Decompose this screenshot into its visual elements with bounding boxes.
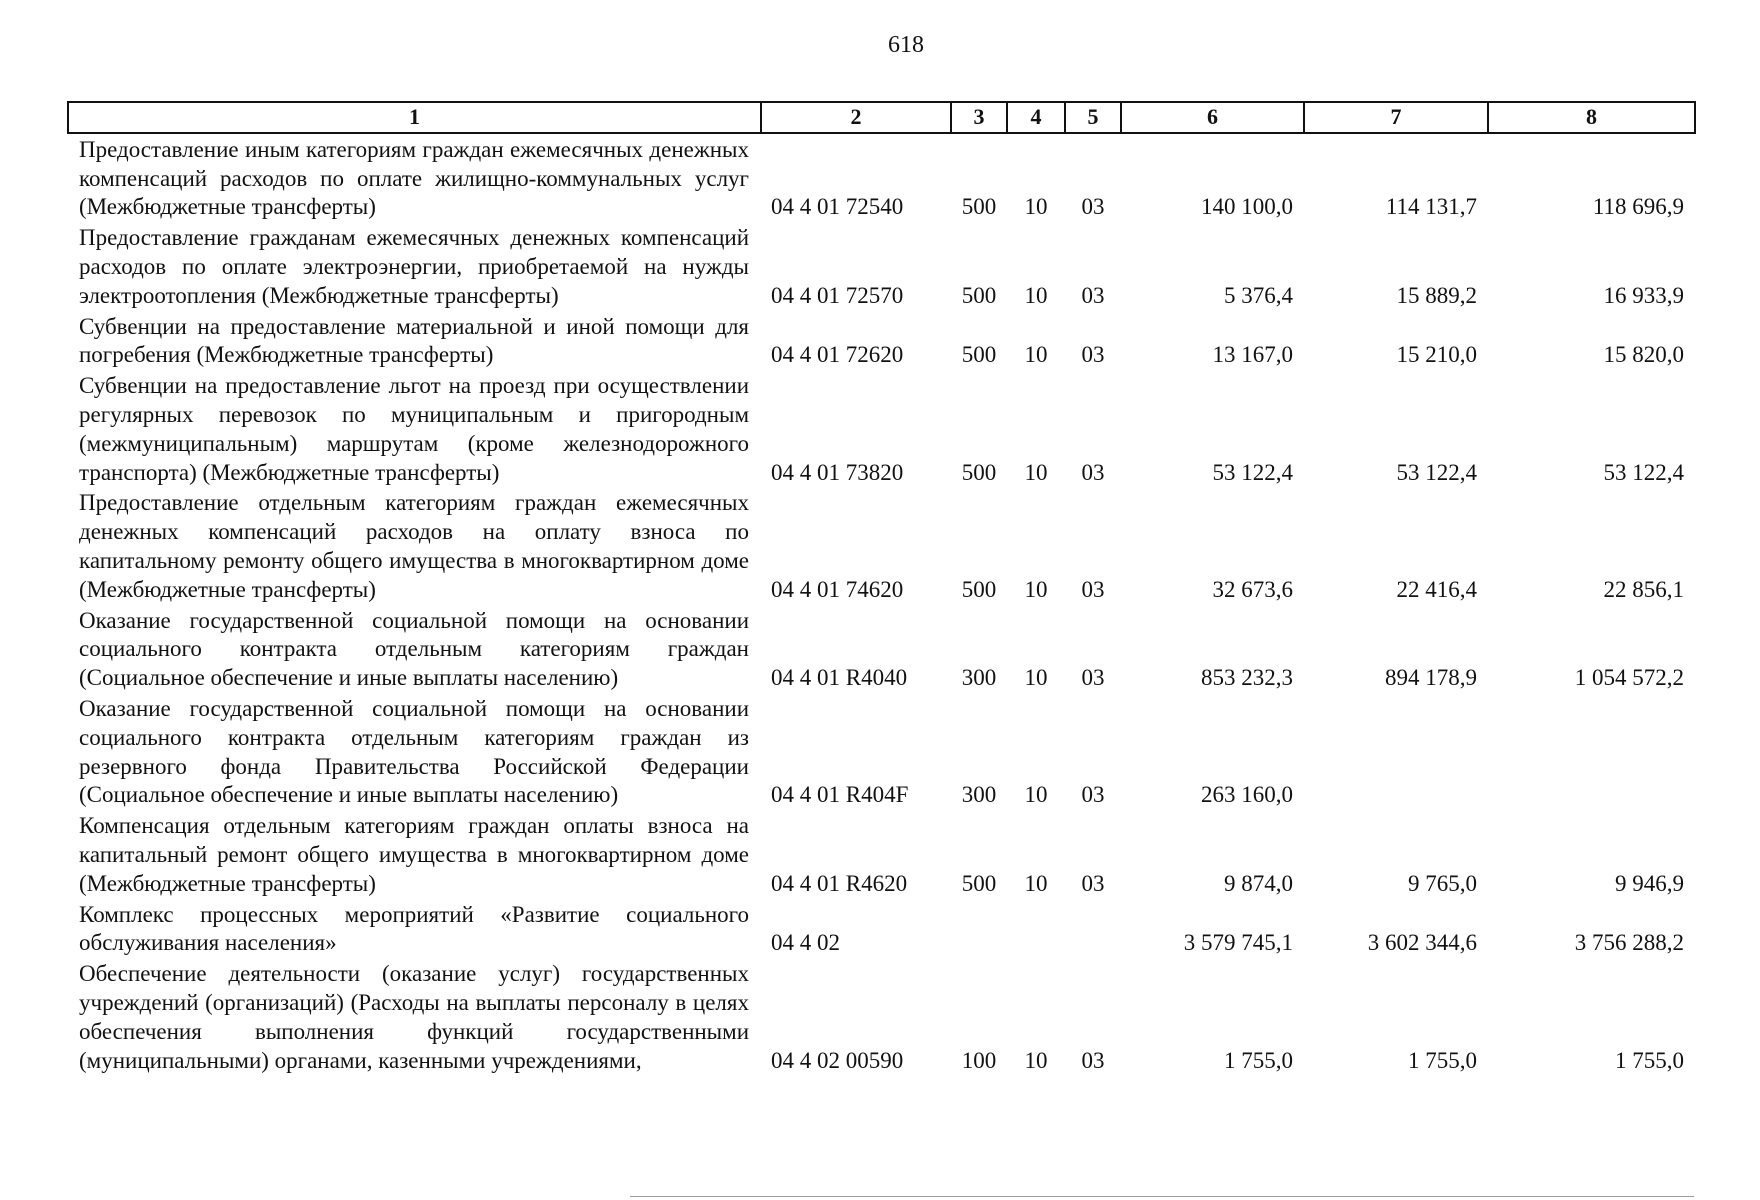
table-header-row [68,102,1695,133]
row-col4: 10 [1024,342,1048,368]
row-col7: 15 889,2 [1396,282,1477,308]
row-description: Субвенции на предоставление льгот на проезд при осуществлении регулярных перевозок по муниципальным и пригородным (межмуниципальным) маршрутам (кроме железнодорожного транспорта) (Межбюджетные трансферты) [79,373,749,485]
row-col4: 10 [1024,459,1048,485]
row-description: Предоставление иным категориям граждан ежемесячных денежных компенсаций расходов по оплате жилищно-коммунальных услуг (Межбюджетные трансферты) [79,136,749,220]
row-col4: 10 [1024,870,1048,896]
row-col6: 3 579 745,1 [1183,930,1293,956]
table-row [68,693,1695,810]
row-col8: 1 755,0 [1615,1047,1684,1073]
row-col3: 500 [961,342,997,368]
row-col4: 10 [1024,782,1048,808]
row-col3: 300 [961,782,997,808]
row-col5: 03 [1081,194,1105,220]
row-col7: 9 765,0 [1408,870,1477,896]
row-col4: 10 [1024,665,1048,691]
table-row [68,958,1695,1075]
row-code: 04 4 01 R404F [771,782,909,808]
row-description: Оказание государственной социальной помощи на основании социального контракта отдельным категориям граждан (Социальное обеспечение и иные выплаты населению) [79,607,749,691]
row-description: Предоставление отдельным категориям граждан ежемесячных денежных компенсаций расходов на оплату взноса по капитальному ремонту общего имущества в многоквартирном доме (Межбюджетные трансферты) [79,490,749,602]
row-description: Предоставление гражданам ежемесячных денежных компенсаций расходов по оплате электроэнергии, приобретаемой на нужды электроотопления (Межбюджетные трансферты) [79,225,749,308]
row-col7: 22 416,4 [1396,576,1477,602]
row-col8: 1 054 572,2 [1574,665,1684,691]
row-col3: 500 [961,576,997,602]
budget-table [67,101,1696,1075]
row-code: 04 4 01 74620 [771,576,904,602]
table-row [68,311,1695,371]
row-col5: 03 [1081,282,1105,308]
row-col4: 10 [1024,576,1048,602]
row-col6: 5 376,4 [1224,282,1293,308]
row-code: 04 4 01 73820 [771,459,904,485]
row-col7: 15 210,0 [1396,342,1477,368]
row-col4: 10 [1024,1047,1048,1073]
column-header-6: 6 [1121,102,1304,133]
row-col3: 300 [961,665,997,691]
column-header-2: 2 [761,102,951,133]
row-col7: 3 602 344,6 [1367,930,1477,956]
row-col8: 22 856,1 [1603,576,1684,602]
column-header-1: 1 [68,102,761,133]
page-number: 618 [888,32,924,58]
row-col8: 3 756 288,2 [1574,930,1684,956]
row-col5: 03 [1081,665,1105,691]
row-col5: 03 [1081,870,1105,896]
row-col6: 263 160,0 [1201,782,1293,808]
row-code: 04 4 01 72620 [771,342,904,368]
row-description: Оказание государственной социальной помощи на основании социального контракта отдельным категориям граждан из резервного фонда Правительства Российской Федерации (Социальное обеспечение и иные выплаты населению) [79,695,749,808]
row-col4: 10 [1024,282,1048,308]
row-col7: 894 178,9 [1385,665,1477,691]
row-col3: 100 [961,1047,997,1073]
row-col8 [1488,693,1695,810]
row-col8: 16 933,9 [1603,282,1684,308]
row-col6: 853 232,3 [1201,665,1293,691]
row-col8: 9 946,9 [1615,870,1684,896]
row-col5: 03 [1081,342,1105,368]
column-header-4: 4 [1007,102,1065,133]
column-header-8: 8 [1488,102,1695,133]
row-code: 04 4 01 R4040 [771,665,908,691]
row-code: 04 4 02 00590 [771,1047,904,1073]
row-code: 04 4 01 72540 [771,194,904,220]
row-col3: 500 [961,282,997,308]
row-description: Субвенции на предоставление материальной и иной помощи для погребения (Межбюджетные трансферты) [79,313,749,368]
row-col6: 9 874,0 [1224,870,1293,896]
table-row [68,810,1695,898]
column-header-7: 7 [1304,102,1488,133]
row-col4: 10 [1024,194,1048,220]
row-code: 04 4 01 R4620 [771,870,908,896]
row-col7 [1304,693,1488,810]
row-code: 04 4 01 72570 [771,282,904,308]
row-col6: 32 673,6 [1212,576,1293,602]
row-col4 [1007,899,1065,959]
row-col8: 118 696,9 [1592,194,1684,220]
table-row [68,222,1695,310]
row-description: Обеспечение деятельности (оказание услуг) государственных учреждений (организаций) (Расходы на выплаты персоналу в целях обеспечения выполнения функций государственными (муниципальными) органами, казенными учреждениями, [79,961,749,1073]
column-header-3: 3 [951,102,1007,133]
row-col3: 500 [961,870,997,896]
row-col8: 15 820,0 [1603,342,1684,368]
row-col5 [1065,899,1121,959]
row-col7: 114 131,7 [1385,194,1477,220]
row-col7: 53 122,4 [1396,459,1477,485]
row-col3 [951,899,1007,959]
row-col6: 140 100,0 [1201,194,1293,220]
table-row [68,370,1695,487]
table-row [68,899,1695,959]
table-row [68,487,1695,604]
row-col6: 53 122,4 [1212,459,1293,485]
row-code: 04 4 02 [771,930,840,956]
row-col5: 03 [1081,782,1105,808]
bottom-divider [630,1196,1694,1197]
row-col3: 500 [961,194,997,220]
column-header-5: 5 [1065,102,1121,133]
row-col5: 03 [1081,1047,1105,1073]
row-col6: 1 755,0 [1224,1047,1293,1073]
row-col5: 03 [1081,459,1105,485]
table-row [68,605,1695,693]
row-col8: 53 122,4 [1603,459,1684,485]
row-col6: 13 167,0 [1212,342,1293,368]
row-col3: 500 [961,459,997,485]
row-description: Комплекс процессных мероприятий «Развитие социального обслуживания населения» [79,901,749,956]
table-row [68,133,1695,222]
row-description: Компенсация отдельным категориям граждан оплаты взноса на капитальный ремонт общего имущества в многоквартирном доме (Межбюджетные трансферты) [79,813,749,896]
row-col7: 1 755,0 [1408,1047,1477,1073]
row-col5: 03 [1081,576,1105,602]
